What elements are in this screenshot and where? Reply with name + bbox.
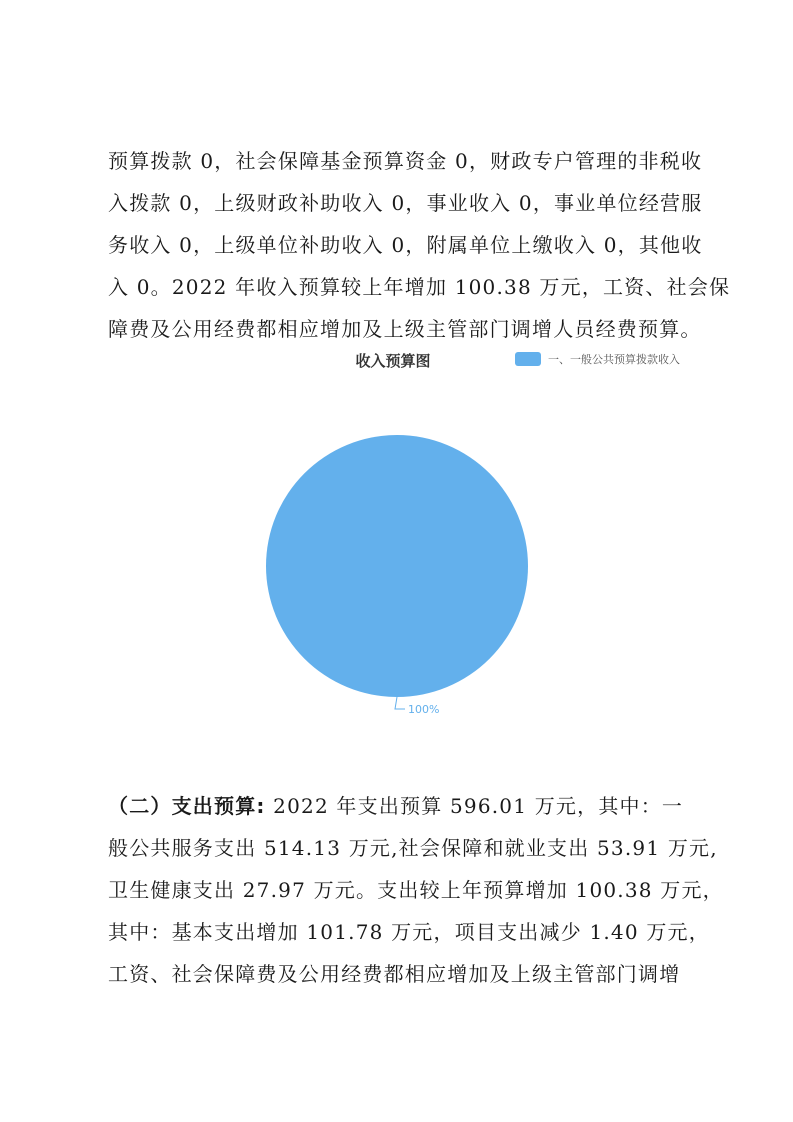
section-heading: （二）支出预算: [108,794,266,818]
text-line: 障费及公用经费都相应增加及上级主管部门调增人员经费预算。 [108,317,702,341]
pie-slice [266,435,528,697]
text-line: 工资、社会保障费及公用经费都相应增加及上级主管部门调增 [108,962,681,986]
text-line: 入拨款 0，上级财政补助收入 0，事业收入 0，事业单位经营服 [108,191,703,215]
text-line: 务收入 0，上级单位补助收入 0，附属单位上缴收入 0，其他收 [108,233,703,257]
text-line: 般公共服务支出 514.13 万元,社会保障和就业支出 53.91 万元, [108,836,718,860]
legend-label: 一、一般公共预算拨款收入 [548,353,680,366]
data-label: 100% [408,703,440,716]
text-line-rest: 2022 年支出预算 596.01 万元，其中：一 [265,794,684,818]
data-label-leader-line [395,697,405,709]
text-line [108,785,698,827]
chart-title: 收入预算图 [355,352,431,370]
text-line: 卫生健康支出 27.97 万元。支出较上年预算增加 100.38 万元， [108,878,724,902]
text-line: 其中：基本支出增加 101.78 万元，项目支出减少 1.40 万元， [108,920,710,944]
text-line: 入 0。2022 年收入预算较上年增加 100.38 万元，工资、社会保 [108,275,731,299]
text-line: 预算拨款 0，社会保障基金预算资金 0，财政专户管理的非税收 [108,149,703,173]
expenditure-paragraph [108,785,724,995]
